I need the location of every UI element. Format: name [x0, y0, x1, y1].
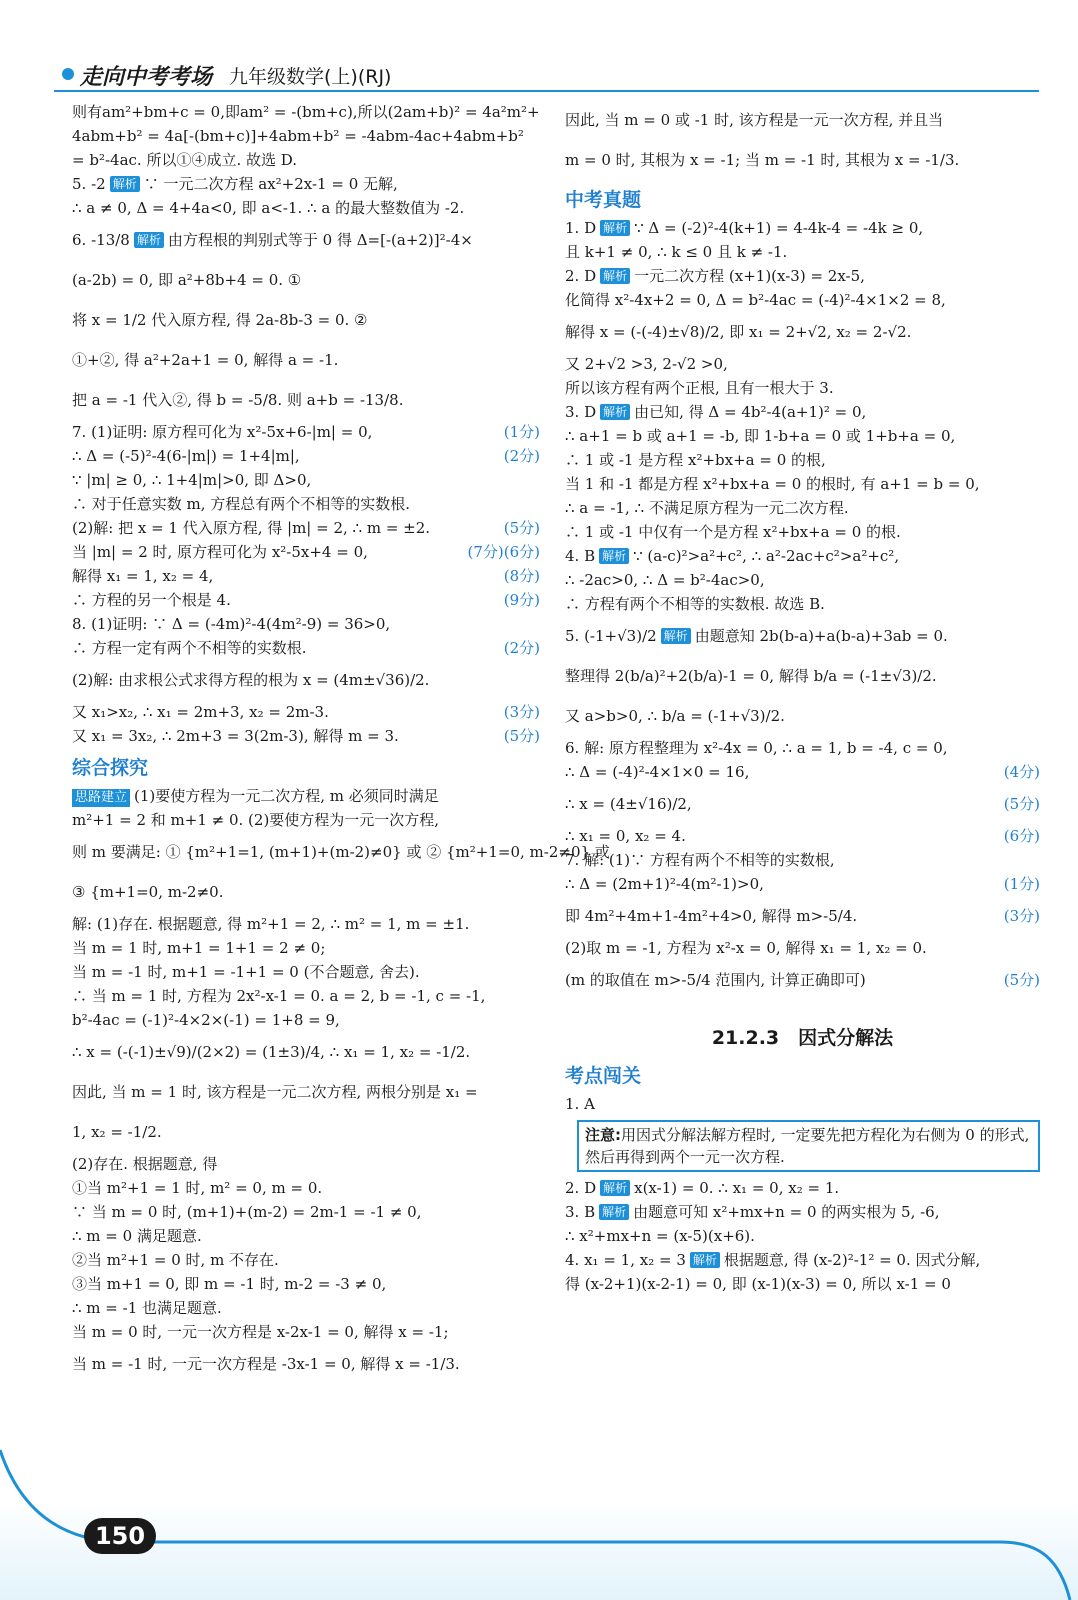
text-line: [72, 564, 540, 588]
text-line: [565, 376, 1040, 400]
line-text: ②当 m²+1 = 0 时, m 不存在.: [72, 1251, 279, 1269]
line-text: ∴ 1 或 -1 中仅有一个是方程 x²+bx+a = 0 的根.: [565, 523, 901, 541]
line-text: (m 的取值在 m>-5/4 范围内, 计算正确即可): [565, 971, 866, 989]
text-line: [565, 544, 1040, 568]
text-line: [72, 468, 540, 492]
score-mark: (1分): [503, 423, 540, 441]
line-text: 化简得 x²-4x+2 = 0, Δ = b²-4ac = (-4)²-4×1×2 = 8,: [565, 291, 946, 309]
line-text: ∴ 对于任意实数 m, 方程总有两个不相等的实数根.: [72, 495, 411, 513]
text-line: [565, 824, 1040, 848]
text-line: [72, 1224, 540, 1248]
answer-label: 2. D: [565, 267, 597, 285]
text-line: [565, 496, 1040, 520]
line-text: 根据题意, 得 (x-2)²-1² = 0. 因式分解,: [723, 1251, 981, 1269]
line-text: 由题意知 2b(b-a)+a(b-a)+3ab = 0.: [694, 627, 948, 645]
text-line: [565, 872, 1040, 896]
line-text: ∴ Δ = (2m+1)²-4(m²-1)>0,: [565, 875, 764, 893]
text-line: [72, 612, 540, 636]
page-header: [54, 58, 1054, 94]
section-heading: 综合探究: [72, 757, 149, 779]
line-text: 当 m = 0 时, 一元一次方程是 x-2x-1 = 0, 解得 x = -1;: [72, 1323, 449, 1341]
line-text: 由已知, 得 Δ = 4b²-4(a+1)² = 0,: [634, 403, 867, 421]
line-text: 解得 x = (-(-4)±√8)/2, 即 x₁ = 2+√2, x₂ = 2-√2.: [565, 323, 912, 341]
line-text: 因此, 当 m = 1 时, 该方程是一元二次方程, 两根分别是 x₁ =: [72, 1083, 478, 1101]
line-text: ∵ Δ = (-2)²-4(k+1) = 4-4k-4 = -4k ≥ 0,: [634, 219, 924, 237]
line-text: ①当 m²+1 = 1 时, m² = 0, m = 0.: [72, 1179, 323, 1197]
score-mark: (2分): [503, 447, 540, 465]
score-mark: (2分): [503, 639, 540, 657]
text-line: [565, 240, 1040, 264]
answer-label: 4. B: [565, 547, 596, 565]
analysis-tag: 解析: [134, 232, 164, 248]
hint-tag: 思路建立: [72, 789, 130, 807]
text-line: [72, 1072, 540, 1112]
score-mark: (3分): [1003, 907, 1040, 925]
line-text: 当 |m| = 2 时, 原方程可化为 x²-5x+4 = 0,: [72, 543, 368, 561]
text-line: [72, 1152, 540, 1176]
line-text: (2)存在. 根据题意, 得: [72, 1155, 218, 1173]
book-brand: 走向中考考场: [80, 65, 213, 90]
text-line: [72, 1344, 540, 1384]
text-line: [72, 984, 540, 1008]
analysis-tag: 解析: [600, 268, 630, 284]
line-text: 因此, 当 m = 0 或 -1 时, 该方程是一元一次方程, 并且当: [565, 111, 944, 129]
line-text: 又 x₁ = 3x₂, ∴ 2m+3 = 3(2m-3), 解得 m = 3.: [72, 727, 399, 745]
text-line: [565, 100, 1040, 140]
text-line: [565, 696, 1040, 736]
line-text: ∵ |m| ≥ 0, ∴ 1+4|m|>0, 即 Δ>0,: [72, 471, 312, 489]
text-line: [565, 760, 1040, 784]
line-text: x(x-1) = 0. ∴ x₁ = 0, x₂ = 1.: [634, 1179, 840, 1197]
line-text: 则有am²+bm+c = 0,即am² = -(bm+c),所以(2am+b)² = 4a²m²+: [72, 103, 540, 121]
text-line: [565, 592, 1040, 616]
text-line: [565, 736, 1040, 760]
answer-label: 2. D: [565, 1179, 597, 1197]
book-subtitle: 九年级数学(上)(RJ): [229, 66, 392, 88]
line-text: 且 k+1 ≠ 0, ∴ k ≤ 0 且 k ≠ -1.: [565, 243, 788, 261]
text-line: [72, 420, 540, 444]
subsection-title: 21.2.3 因式分解法: [711, 1027, 894, 1049]
text-line: [565, 616, 1040, 656]
line-text: (2)解: 由求根公式求得方程的根为 x = (4m±√36)/2.: [72, 671, 430, 689]
line-text: 1, x₂ = -1/2.: [72, 1123, 162, 1141]
text-line: [72, 1200, 540, 1224]
score-mark: (4分): [1003, 763, 1040, 781]
text-line: [72, 492, 540, 516]
text-line: [565, 448, 1040, 472]
answer-label: 3. D: [565, 403, 597, 421]
line-text: ∴ m = -1 也满足题意.: [72, 1299, 222, 1317]
note-text: 用因式分解法解方程时, 一定要先把方程化为右侧为 0 的形式, 然后再得到两个一元一次方程.: [585, 1126, 1030, 1166]
text-line: [72, 1320, 540, 1344]
text-line: [565, 400, 1040, 424]
text-line: [72, 124, 540, 148]
text-line: [72, 1008, 540, 1032]
line-text: ∴ m = 0 满足题意.: [72, 1227, 202, 1245]
score-mark: (3分): [503, 703, 540, 721]
text-line: [565, 1092, 1040, 1116]
answer-label: 5. -2: [72, 175, 106, 193]
answer-label: 4. x₁ = 1, x₂ = 3: [565, 1251, 686, 1269]
line-text: 1. A: [565, 1095, 595, 1113]
text-line: [72, 700, 540, 724]
score-mark: (5分): [503, 727, 540, 745]
text-line: [72, 196, 540, 220]
analysis-tag: 解析: [599, 548, 629, 564]
text-line: [565, 960, 1040, 1000]
analysis-tag: 解析: [110, 176, 140, 192]
line-text: 将 x = 1/2 代入原方程, 得 2a-8b-3 = 0. ②: [72, 311, 368, 329]
text-line: [565, 1200, 1040, 1224]
text-line: [565, 140, 1040, 180]
line-text: ∴ 方程一定有两个不相等的实数根.: [72, 639, 307, 657]
line-text: ①+②, 得 a²+2a+1 = 0, 解得 a = -1.: [72, 351, 339, 369]
answer-label: 6. -13/8: [72, 231, 130, 249]
answer-label: 1. D: [565, 219, 597, 237]
answer-label: 5. (-1+√3)/2: [565, 627, 657, 645]
footer-curve: [0, 1450, 1078, 1600]
text-line: [565, 784, 1040, 824]
line-text: = b²-4ac. 所以①④成立. 故选 D.: [72, 151, 298, 169]
line-text: 把 a = -1 代入②, 得 b = -5/8. 则 a+b = -13/8.: [72, 391, 404, 409]
text-line: [565, 1248, 1040, 1272]
score-mark: (5分): [1003, 795, 1040, 813]
line-text: (1)要使方程为一元二次方程, m 必须同时满足: [134, 787, 439, 805]
text-line: [72, 1112, 540, 1152]
score-mark: (6分): [503, 543, 540, 561]
line-text: ∴ x₁ = 0, x₂ = 4.: [565, 827, 686, 845]
text-line: [72, 660, 540, 700]
line-text: ∴ a = -1, ∴ 不满足原方程为一元二次方程.: [565, 499, 849, 517]
analysis-tag: 解析: [600, 1180, 630, 1196]
line-text: 当 m = 1 时, m+1 = 1+1 = 2 ≠ 0;: [72, 939, 326, 957]
note-box: [577, 1120, 1040, 1172]
line-text: (2)取 m = -1, 方程为 x²-x = 0, 解得 x₁ = 1, x₂ = 0.: [565, 939, 927, 957]
text-line: [565, 264, 1040, 288]
line-text: 则 m 要满足: ① {m²+1=1, (m+1)+(m-2)≠0} 或 ② {m²+1=0, m-2≠0} 或: [72, 843, 610, 861]
text-line: [72, 872, 540, 912]
text-line: [565, 1224, 1040, 1248]
text-line: [72, 808, 540, 832]
text-line: [565, 896, 1040, 936]
text-line: [72, 1248, 540, 1272]
text-line: [72, 220, 540, 260]
text-line: [565, 936, 1040, 960]
text-line: [72, 636, 540, 660]
text-line: [565, 848, 1040, 872]
line-text: 整理得 2(b/a)²+2(b/a)-1 = 0, 解得 b/a = (-1±√3)/2.: [565, 667, 937, 685]
analysis-tag: 解析: [599, 1204, 629, 1220]
line-text: 又 a>b>0, ∴ b/a = (-1+√3)/2.: [565, 707, 785, 725]
line-text: ∴ Δ = (-5)²-4(6-|m|) = 1+4|m|,: [72, 447, 300, 465]
header-rule: [54, 90, 1039, 92]
text-line: [565, 216, 1040, 240]
text-line: [72, 444, 540, 468]
line-text: ③当 m+1 = 0, 即 m = -1 时, m-2 = -3 ≠ 0,: [72, 1275, 387, 1293]
text-line: [565, 288, 1040, 312]
text-line: [72, 300, 540, 340]
line-text: ∴ 方程有两个不相等的实数根. 故选 B.: [565, 595, 825, 613]
text-line: [72, 960, 540, 984]
line-text: 4abm+b² = 4a[-(bm+c)]+4abm+b² = -4abm-4ac+4abm+b²: [72, 127, 524, 145]
text-line: [72, 340, 540, 380]
line-text: ∴ x²+mx+n = (x-5)(x+6).: [565, 1227, 755, 1245]
line-text: 7. (1)证明: 原方程可化为 x²-5x+6-|m| = 0,: [72, 423, 373, 441]
line-text: ∴ 当 m = 1 时, 方程为 2x²-x-1 = 0. a = 2, b = -1, c = -1,: [72, 987, 486, 1005]
text-line: [72, 1032, 540, 1072]
text-line: [565, 568, 1040, 592]
answer-label: 3. B: [565, 1203, 596, 1221]
line-text: 所以该方程有两个正根, 且有一根大于 3.: [565, 379, 834, 397]
line-text: 解: (1)存在. 根据题意, 得 m²+1 = 2, ∴ m² = 1, m = ±1.: [72, 915, 470, 933]
text-line: [72, 260, 540, 300]
text-line: [565, 520, 1040, 544]
line-text: 由题意可知 x²+mx+n = 0 的两实根为 5, -6,: [633, 1203, 940, 1221]
line-text: 又 x₁>x₂, ∴ x₁ = 2m+3, x₂ = 2m-3.: [72, 703, 329, 721]
analysis-tag: 解析: [600, 220, 630, 236]
score-mark: (6分): [1003, 827, 1040, 845]
line-text: m = 0 时, 其根为 x = -1; 当 m = -1 时, 其根为 x = -1/3.: [565, 151, 960, 169]
text-line: [72, 172, 540, 196]
line-text: ∴ x = (-(-1)±√9)/(2×2) = (1±3)/4, ∴ x₁ = 1, x₂ = -1/2.: [72, 1043, 471, 1061]
line-text: (2)解: 把 x = 1 代入原方程, 得 |m| = 2, ∴ m = ±2.: [72, 519, 431, 537]
analysis-tag: 解析: [661, 628, 691, 644]
line-text: 6. 解: 原方程整理为 x²-4x = 0, ∴ a = 1, b = -4, c = 0,: [565, 739, 948, 757]
text-line: [72, 912, 540, 936]
text-line: [565, 1272, 1040, 1296]
score-mark: (5分): [503, 519, 540, 537]
line-text: ③ {m+1=0, m-2≠0.: [72, 883, 224, 901]
section-heading: 考点闯关: [565, 1065, 642, 1087]
line-text: ∴ x = (4±√16)/2,: [565, 795, 692, 813]
line-text: ∵ (a-c)²>a²+c², ∴ a²-2ac+c²>a²+c²,: [633, 547, 900, 565]
score-mark: (7分): [467, 543, 504, 561]
text-line: [72, 100, 540, 124]
text-line: [565, 1176, 1040, 1200]
text-line: [72, 1272, 540, 1296]
line-text: (a-2b) = 0, 即 a²+8b+4 = 0. ①: [72, 271, 302, 289]
score-mark: (5分): [1003, 971, 1040, 989]
note-label: 注意:: [585, 1126, 621, 1144]
bullet-icon: [62, 68, 74, 80]
line-text: 一元二次方程 (x+1)(x-3) = 2x-5,: [634, 267, 865, 285]
line-text: ∴ Δ = (-4)²-4×1×0 = 16,: [565, 763, 750, 781]
text-line: [565, 312, 1040, 352]
text-line: [72, 540, 540, 564]
line-text: 8. (1)证明: ∵ Δ = (-4m)²-4(4m²-9) = 36>0,: [72, 615, 391, 633]
text-line: [72, 1176, 540, 1200]
text-line: [72, 588, 540, 612]
text-line: [72, 380, 540, 420]
text-line: [565, 656, 1040, 696]
line-text: 解得 x₁ = 1, x₂ = 4,: [72, 567, 214, 585]
line-text: ∴ a ≠ 0, Δ = 4+4a<0, 即 a<-1. ∴ a 的最大整数值为 -2.: [72, 199, 465, 217]
line-text: 当 m = -1 时, m+1 = -1+1 = 0 (不合题意, 舍去).: [72, 963, 420, 981]
line-text: m²+1 = 2 和 m+1 ≠ 0. (2)要使方程为一元一次方程,: [72, 811, 440, 829]
text-line: [72, 724, 540, 748]
score-mark: (1分): [1003, 875, 1040, 893]
line-text: ∴ 方程的另一个根是 4.: [72, 591, 231, 609]
line-text: ∴ -2ac>0, ∴ Δ = b²-4ac>0,: [565, 571, 765, 589]
score-mark: (8分): [503, 567, 540, 585]
text-line: [565, 472, 1040, 496]
text-line: [72, 1296, 540, 1320]
text-line: [72, 784, 540, 808]
line-text: b²-4ac = (-1)²-4×2×(-1) = 1+8 = 9,: [72, 1011, 340, 1029]
text-line: [72, 148, 540, 172]
line-text: ∵ 当 m = 0 时, (m+1)+(m-2) = 2m-1 = -1 ≠ 0,: [72, 1203, 422, 1221]
analysis-tag: 解析: [690, 1252, 720, 1268]
line-text: ∴ 1 或 -1 是方程 x²+bx+a = 0 的根,: [565, 451, 826, 469]
line-text: 即 4m²+4m+1-4m²+4>0, 解得 m>-5/4.: [565, 907, 858, 925]
text-line: [72, 516, 540, 540]
text-line: [72, 936, 540, 960]
text-line: [72, 832, 610, 872]
page-number: 150: [84, 1518, 156, 1554]
line-text: 当 1 和 -1 都是方程 x²+bx+a = 0 的根时, 有 a+1 = b = 0,: [565, 475, 980, 493]
line-text: 得 (x-2+1)(x-2-1) = 0, 即 (x-1)(x-3) = 0, 所以 x-1 = 0: [565, 1275, 951, 1293]
analysis-tag: 解析: [600, 404, 630, 420]
line-text: ∵ 一元二次方程 ax²+2x-1 = 0 无解,: [143, 175, 398, 193]
line-text: 7. 解: (1)∵ 方程有两个不相等的实数根,: [565, 851, 835, 869]
text-line: [565, 352, 1040, 376]
right-column: [565, 100, 1040, 1296]
section-heading: 中考真题: [565, 189, 642, 211]
line-text: 由方程根的判别式等于 0 得 Δ=[-(a+2)]²-4×: [167, 231, 473, 249]
line-text: 当 m = -1 时, 一元一次方程是 -3x-1 = 0, 解得 x = -1/3.: [72, 1355, 460, 1373]
line-text: ∴ a+1 = b 或 a+1 = -b, 即 1-b+a = 0 或 1+b+a = 0,: [565, 427, 956, 445]
text-line: [565, 424, 1040, 448]
line-text: 又 2+√2 >3, 2-√2 >0,: [565, 355, 728, 373]
score-mark: (9分): [503, 591, 540, 609]
